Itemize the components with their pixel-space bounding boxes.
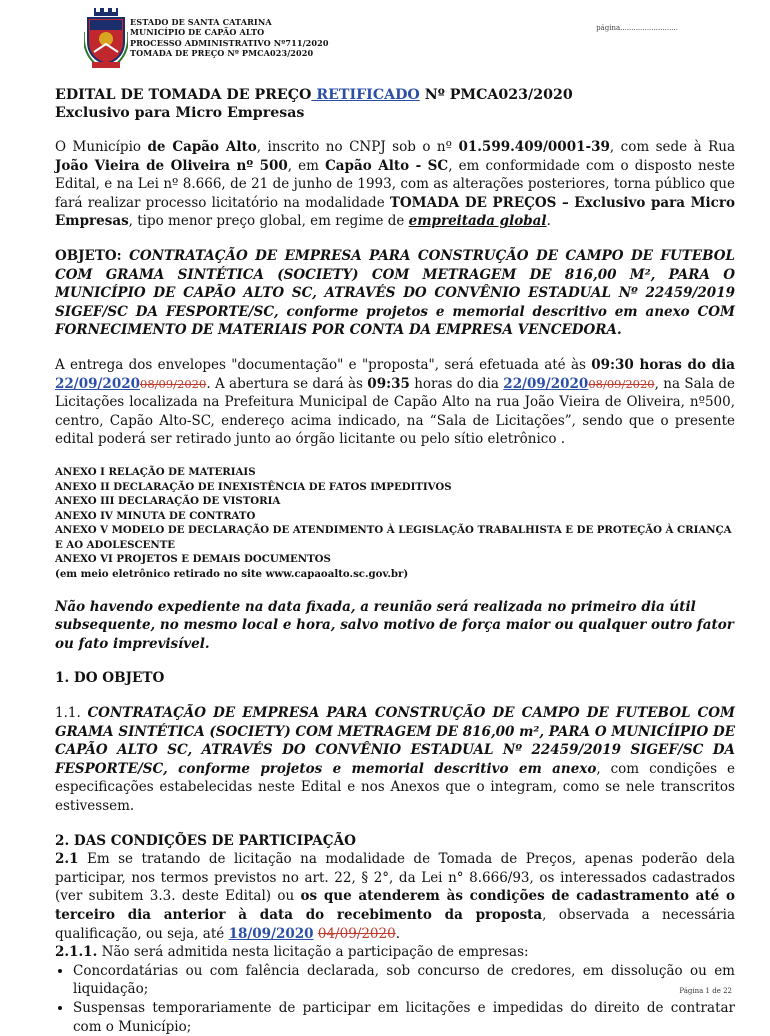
header-tomada: TOMADA DE PREÇO Nº PMCA023/2020 bbox=[130, 47, 314, 58]
list-item: • Suspensas temporariamente de participar em licitações e impedidas do direito de contratar com o Município; bbox=[73, 999, 735, 1036]
page-footer: Página 1 de 22 bbox=[679, 987, 732, 995]
document-header bbox=[84, 8, 744, 68]
abertura-date-link[interactable]: 22/09/2020 bbox=[503, 375, 589, 392]
anexo-item: ANEXO V MODELO DE DECLARAÇÃO DE ATENDIMENTO À LEGISLAÇÃO TRABALHISTA E DE PROTEÇÃO À CRIANÇA E AO ADOLESCENTE bbox=[55, 524, 732, 551]
header-state: ESTADO DE SANTA CATARINA bbox=[130, 17, 272, 27]
header-municipality: MUNICÍPIO DE CAPÃO ALTO bbox=[130, 27, 265, 38]
header-process: PROCESSO ADMINISTRATIVO Nº711/2020 bbox=[130, 37, 329, 48]
document-title: EDITAL DE TOMADA DE PREÇO RETIFICADO Nº PMCA023/2020 bbox=[55, 87, 573, 103]
document-subtitle: Exclusivo para Micro Empresas bbox=[55, 105, 305, 121]
anexo-item: ANEXO IV MINUTA DE CONTRATO bbox=[55, 509, 256, 522]
anexo-item: ANEXO II DECLARAÇÃO DE INEXISTÊNCIA DE FATOS IMPEDITIVOS bbox=[55, 480, 452, 493]
objeto-paragraph: OBJETO: CONTRATAÇÃO DE EMPRESA PARA CONSTRUÇÃO DE CAMPO DE FUTEBOL COM GRAMA SINTÉTICA (SOCIETY) COM METRAGEM DE 816,00 M², PARA O MUNICÍPIO DE CAPÃO ALTO SC, ATRAVÉS DO CONVÊNIO ESTADUAL Nº 22459/2019 SIGEF/SC DA FESPORTE/SC, conforme projetos e memorial descritivo em anexo COM FORNECIMENTO DE MATERIAIS POR CONTA DA EMPRESA VENCEDORA. bbox=[55, 247, 735, 339]
header-lines bbox=[130, 17, 329, 58]
section-2-heading: 2. DAS CONDIÇÕES DE PARTICIPAÇÃO bbox=[55, 832, 356, 849]
section-1-heading: 1. DO OBJETO bbox=[55, 670, 165, 687]
list-item: • Concordatárias ou com falência declarada, sob concurso de credores, em dissolução ou em liquidação; bbox=[73, 962, 735, 999]
section-2-1-paragraph: 2.1 Em se tratando de licitação na modalidade de Tomada de Preços, apenas poderão dela participar, nos termos previstos no art. 22, § 2°, da Lei n° 8.666/93, os interessados cadastrados (ver subitem 3.3. deste Edital) ou os que atenderem às condições de cadastramento até o terceiro dia anterior à data do recebimento da proposta, observada a necessária qualificação, ou seja, até 18/09/2020 04/09/2020. bbox=[55, 851, 735, 942]
section-1-1-paragraph: 1.1. CONTRATAÇÃO DE EMPRESA PARA CONSTRUÇÃO DE CAMPO DE FUTEBOL COM GRAMA SINTÉTICA (SOCIETY) COM METRAGEM DE 816,00 m², PARA O MUNICÍIPIO DE CAPÃO ALTO SC, ATRAVÉS DO CONVÊNIO ESTADUAL Nº 22459/2019 SIGEF/SC DA FESPORTE/SC, conforme projetos e memorial descritivo em anexo, com condições e especificações estabelecidas neste Edital e nos Anexos que o integram, como se nele transcritos estivessem. bbox=[55, 705, 735, 814]
anexo-item: ANEXO III DECLARAÇÃO DE VISTORIA bbox=[55, 495, 281, 508]
exclusions-list bbox=[55, 962, 735, 1036]
cadastro-date-link[interactable]: 18/09/2020 bbox=[228, 925, 314, 942]
document-body bbox=[55, 86, 735, 1036]
anexos-list bbox=[55, 465, 735, 582]
intro-paragraph: O Município de Capão Alto, inscrito no CNPJ sob o nº 01.599.409/0001-39, com sede à Rua João Vieira de Oliveira nº 500, em Capão Alto - SC, em conformidade com o disposto neste Edital, e na Lei nº 8.666, de 21 de junho de 1993, com as alterações posteriores, torna público que fará realizar processo licitatório na modalidade TOMADA DE PREÇOS – Exclusivo para Micro Empresas, tipo menor preço global, em regime de empreitada global. bbox=[55, 139, 736, 230]
aviso-paragraph: Não havendo expediente na data fixada, a reunião será realizada no primeiro dia útil subsequente, no mesmo local e hora, salvo motivo de força maior ou qualquer outro fator ou fato imprevisível. bbox=[55, 598, 734, 652]
municipal-coat-of-arms-icon bbox=[84, 8, 128, 70]
entrega-date-link[interactable]: 22/09/2020 bbox=[55, 375, 141, 392]
anexo-item: (em meio eletrônico retirado no site www.capaoalto.sc.gov.br) bbox=[55, 568, 409, 581]
page-number-field: página.......................... bbox=[596, 24, 678, 32]
section-2-1-1-paragraph: 2.1.1. Não será admitida nesta licitação a participação de empresas: bbox=[55, 944, 529, 961]
entrega-paragraph: A entrega dos envelopes "documentação" e "proposta", será efetuada até às 09:30 horas do dia 22/09/202008/09/2020. A abertura se dará às 09:35 horas do dia 22/09/202008/09/2020, na Sala de Licitações localizada na Prefeitura Municipal de Capão Alto na rua João Vieira de Oliveira, nº500, centro, Capão Alto-SC, endereço acima indicado, na “Sala de Licitações”, sendo que o presente edital poderá ser retirado junto ao órgão licitante ou pelo sítio eletrônico . bbox=[55, 356, 735, 448]
retificado-link[interactable]: RETIFICADO bbox=[311, 87, 420, 103]
anexo-item: ANEXO I RELAÇÃO DE MATERIAIS bbox=[55, 465, 256, 478]
anexo-item: ANEXO VI PROJETOS E DEMAIS DOCUMENTOS bbox=[55, 553, 331, 566]
